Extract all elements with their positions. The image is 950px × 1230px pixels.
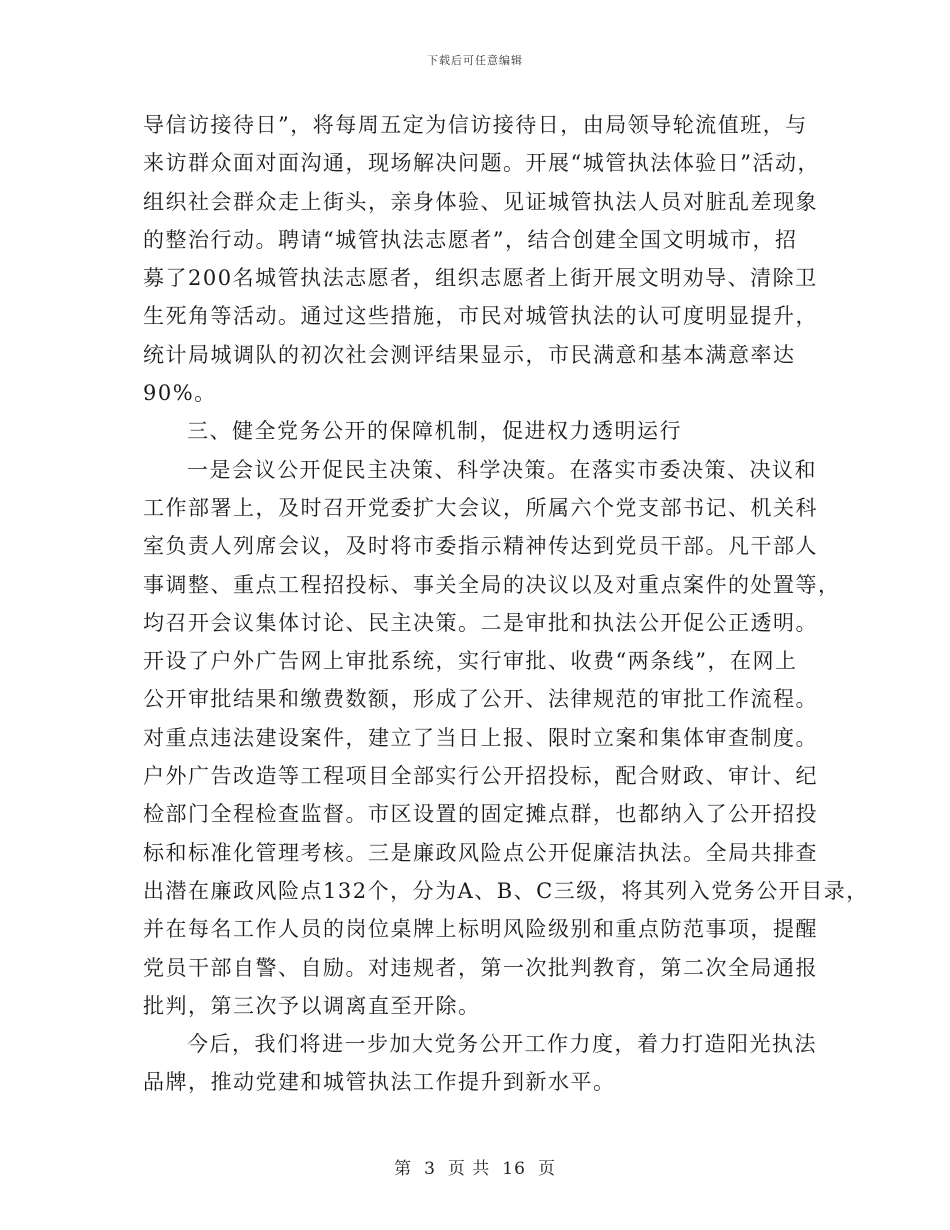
footer-suffix: 页 [537, 1159, 556, 1179]
page-footer [0, 1154, 950, 1179]
body-line: 组织社会群众走上街头，亲身体验、见证城管执法人员对脏乱差现象 [143, 189, 818, 214]
body-line: 室负责人列席会议，及时将市委指示精神传达到党员干部。凡干部人 [143, 534, 818, 559]
body-line: 来访群众面对面沟通，现场解决问题。开展“城管执法体验日”活动， [143, 151, 820, 176]
body-line: 生死角等活动。通过这些措施，市民对城管执法的认可度明显提升， [143, 304, 818, 329]
body-line: 导信访接待日”，将每周五定为信访接待日，由局领导轮流值班，与 [143, 113, 808, 137]
body-line: 检部门全程检查监督。市区设置的固定摊点群，也都纳入了公开招投 [143, 802, 818, 827]
footer-prefix: 第 [394, 1159, 413, 1179]
body-line: 募了200名城管执法志愿者，组织志愿者上街开展文明劝导、清除卫 [143, 266, 818, 291]
total-pages: 16 [502, 1159, 526, 1179]
body-line: 公开审批结果和缴费数额，形成了公开、法律规范的审批工作流程。 [143, 687, 818, 712]
page-number: 3 [424, 1159, 436, 1179]
body-line: 工作部署上，及时召开党委扩大会议，所属六个党支部书记、机关科 [143, 495, 818, 520]
body-line: 并在每名工作人员的岗位桌牌上标明风险级别和重点防范事项，提醒 [143, 917, 818, 942]
body-line: 的整治行动。聘请“城管执法志愿者”，结合创建全国文明城市，招 [143, 227, 798, 252]
body-line: 事调整、重点工程招投标、事关全局的决议以及对重点案件的处置等， [143, 572, 841, 597]
body-line: 开设了户外广告网上审批系统，实行审批、收费“两条线”，在网上 [143, 649, 798, 674]
page-header: 下载后可任意编辑 [427, 54, 523, 67]
body-line: 统计局城调队的初次社会测评结果显示，市民满意和基本满意率达 [143, 342, 796, 367]
body-line: 品牌，推动党建和城管执法工作提升到新水平。 [143, 1070, 616, 1095]
body-line: 今后，我们将进一步加大党务公开工作力度，着力打造阳光执法 [187, 1032, 817, 1057]
body-line: 一是会议公开促民主决策、科学决策。在落实市委决策、决议和 [187, 457, 817, 482]
body-line: 户外广告改造等工程项目全部实行公开招投标，配合财政、审计、纪 [143, 764, 818, 789]
body-line: 对重点违法建设案件，建立了当日上报、限时立案和集体审查制度。 [143, 725, 818, 750]
section-heading: 三、健全党务公开的保障机制，促进权力透明运行 [187, 419, 682, 444]
body-line: 批判，第三次予以调离直至开除。 [143, 993, 481, 1018]
body-line: 90%。 [143, 381, 217, 406]
body-line: 均召开会议集体讨论、民主决策。二是审批和执法公开促公正透明。 [143, 610, 818, 635]
body-line: 出潜在廉政风险点132个，分为A、B、C三级，将其列入党务公开目录， [143, 878, 869, 903]
body-line: 标和标准化管理考核。三是廉政风险点公开促廉洁执法。全局共排查 [143, 840, 818, 865]
footer-middle: 页 共 [447, 1159, 491, 1179]
document-body [143, 106, 869, 1102]
body-line: 党员干部自警、自励。对违规者，第一次批判教育，第二次全局通报 [143, 955, 818, 980]
